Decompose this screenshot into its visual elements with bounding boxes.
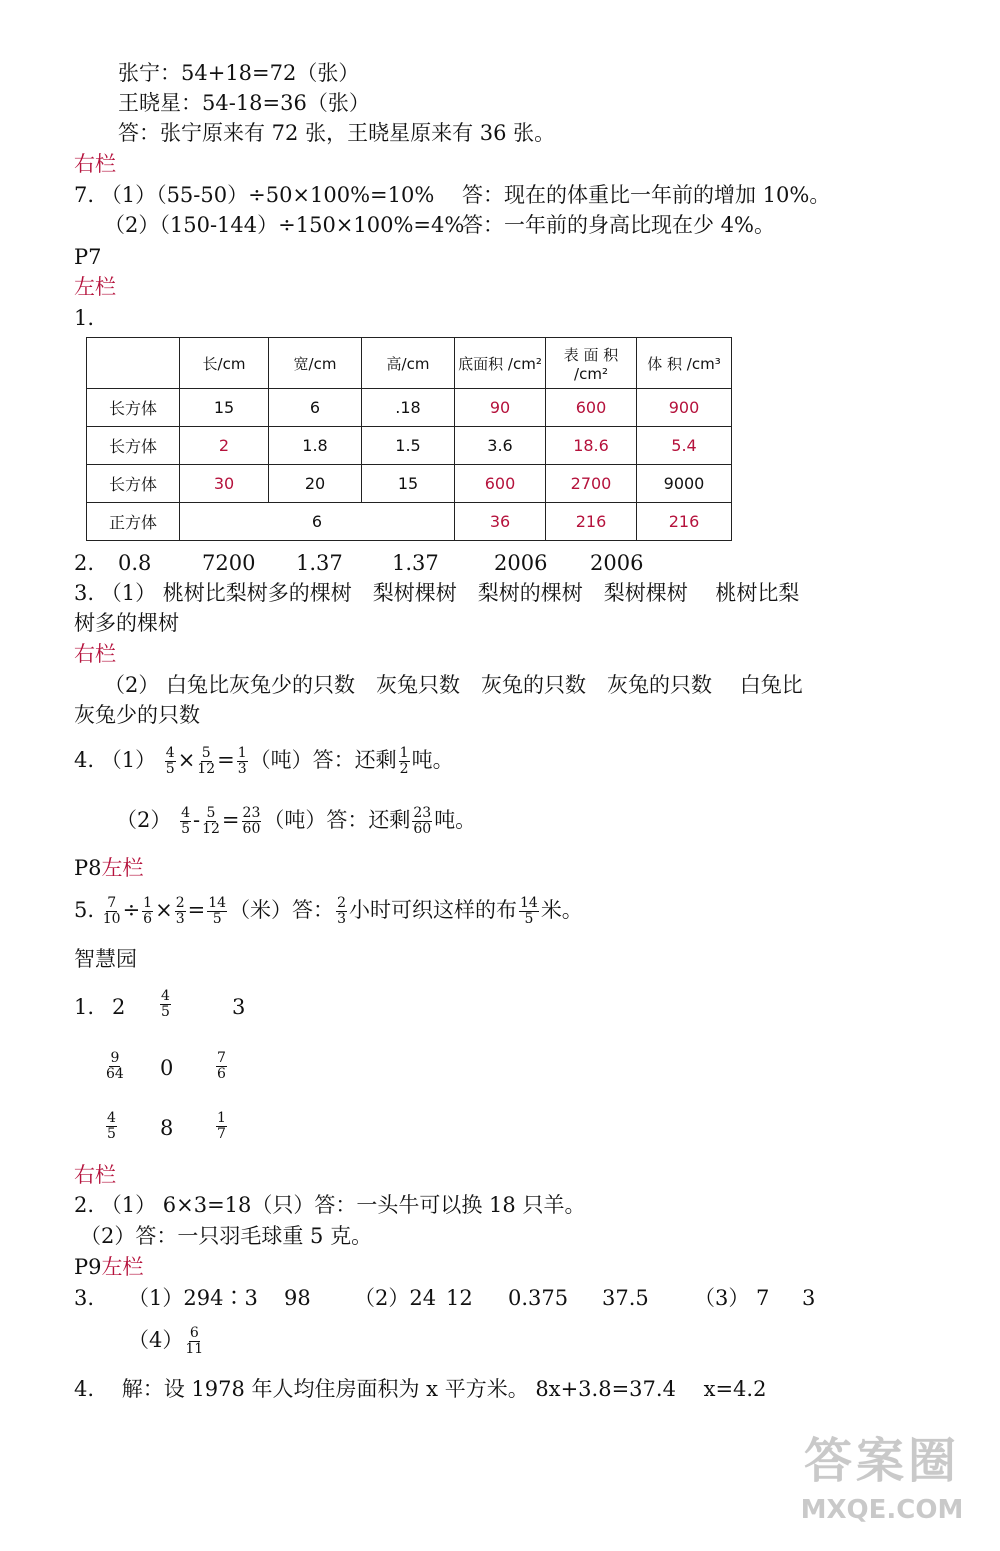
table-header-base-area: 底面积 /cm² — [455, 338, 546, 389]
q7-part1: 7. （1）（55-50）÷50×100%=10% — [74, 183, 435, 207]
shape-name: 长方体 — [87, 427, 180, 465]
wisdom-row2-a — [104, 1050, 126, 1082]
right-column-label: 右栏 — [74, 1163, 116, 1187]
right-column-label: 右栏 — [74, 152, 116, 176]
q3-part1-line2: 树多的棵树 — [74, 611, 179, 635]
wisdom-row1-c: 3 — [232, 995, 246, 1019]
fraction: $\frac{2}{3}$ — [337, 895, 346, 927]
p9-q3-2: （2）24 — [354, 1286, 437, 1310]
left-column-label: 左栏 — [74, 275, 116, 299]
q4-part1-prefix: 4. （1） — [74, 748, 157, 772]
volume-cell: 9000 — [637, 465, 732, 503]
wisdom-row2-b: 0 — [160, 1056, 174, 1080]
page-p9-label: P9左栏 — [74, 1255, 144, 1279]
fraction: $\frac{5}{12}$ — [197, 745, 216, 777]
p9-q4: 4. 解：设 1978 年人均住房面积为 x 平方米。 8x+3.8=37.4 x=4.2 — [74, 1377, 767, 1401]
fraction: $\frac{4}{5}$ — [165, 745, 175, 777]
table-row — [87, 427, 732, 465]
wang-xiaoxing-line: 王晓星：54-18=36（张） — [118, 91, 370, 115]
q1-number: 1. — [74, 306, 95, 330]
fraction: $\frac{4}{5}$ — [161, 988, 170, 1020]
table-header-width: 宽/cm — [269, 338, 362, 389]
table-row — [87, 389, 732, 427]
surface-area-cell: 18.6 — [546, 427, 637, 465]
table-header-surface-area: 表 面 积 /cm² — [546, 338, 637, 389]
table-header-length: 长/cm — [180, 338, 269, 389]
q2-answer-2: 7200 — [202, 551, 256, 575]
height-cell: .18 — [362, 389, 455, 427]
wisdom-q2-part2: （2）答：一只羽毛球重 5 克。 — [80, 1224, 373, 1248]
height-cell: 1.5 — [362, 427, 455, 465]
p9-q3-4: （4） $\frac{6}{11}$ — [128, 1325, 204, 1357]
p9-q3-3-answer-b: 3 — [802, 1286, 816, 1310]
q7-part2-answer: 答：一年前的身高比现在少 4%。 — [462, 213, 775, 237]
fraction: $\frac{7}{6}$ — [217, 1050, 226, 1082]
base-area-cell: 600 — [455, 465, 546, 503]
wisdom-row3-a — [104, 1110, 119, 1142]
fraction: $\frac{1}{7}$ — [217, 1110, 226, 1142]
shape-name: 正方体 — [87, 503, 180, 541]
length-cell: 30 — [180, 465, 269, 503]
q2-answer-1: 0.8 — [118, 551, 152, 575]
q7-part2: （2）（150-144）÷150×100%=4% — [104, 213, 465, 237]
length-cell: 2 — [180, 427, 269, 465]
shape-name: 长方体 — [87, 389, 180, 427]
base-area-cell: 3.6 — [455, 427, 546, 465]
width-cell: 6 — [269, 389, 362, 427]
wisdom-q2-part1: 2. （1） 6×3=18（只）答：一头牛可以换 18 只羊。 — [74, 1193, 586, 1217]
table-header-volume: 体 积 /cm³ — [637, 338, 732, 389]
q2-answer-4: 1.37 — [392, 551, 439, 575]
site-watermark: 答案圈 MXQE.COM — [800, 1433, 964, 1525]
wisdom-row2-c — [214, 1050, 229, 1082]
width-cell: 20 — [269, 465, 362, 503]
right-column-label: 右栏 — [74, 642, 116, 666]
q3-part2-line1: （2） 白兔比灰兔少的只数 灰兔只数 灰兔的只数 灰兔的只数 白兔比 — [104, 673, 803, 697]
wisdom-row1-b — [158, 988, 173, 1020]
q5-line: 5. $\frac{7}{10}$ ÷ $\frac{1}{6}$ × $\frac{2}{3}$ = $\frac{14}{5}$ （米）答： $\frac{2}{3}$ 小时可织这样的布 $\frac{14}{5}$ 米。 — [74, 895, 583, 927]
volume-cell: 5.4 — [637, 427, 732, 465]
fraction: $\frac{2}{3}$ — [175, 895, 185, 927]
q4-part2-prefix: （2） — [116, 808, 172, 832]
page-p8-label: P8左栏 — [74, 856, 144, 880]
q2-answer-6: 2006 — [590, 551, 644, 575]
fraction: $\frac{14}{5}$ — [519, 895, 538, 927]
width-cell: 1.8 — [269, 427, 362, 465]
q3-part1-line1: 3. （1） 桃树比梨树多的棵树 梨树棵树 梨树的棵树 梨树棵树 桃树比梨 — [74, 581, 800, 605]
q4-part2: （2） $\frac{4}{5}$ - $\frac{5}{12}$ = $\frac{23}{60}$ （吨）答：还剩 $\frac{23}{60}$ 吨。 — [116, 805, 477, 837]
q2-number: 2. — [74, 551, 95, 575]
q4-part1: 4. （1） $\frac{4}{5}$ × $\frac{5}{12}$ = $\frac{1}{3}$ （吨）答：还剩 $\frac{1}{2}$ 吨。 — [74, 745, 454, 777]
fraction: $\frac{23}{60}$ — [413, 805, 432, 837]
answer-line: 答：张宁原来有 72 张，王晓星原来有 36 张。 — [118, 121, 556, 145]
fraction: $\frac{23}{60}$ — [242, 805, 261, 837]
base-area-cell: 36 — [455, 503, 546, 541]
p9-q3-3: （3） — [694, 1286, 750, 1310]
edge-length-cell: 6 — [180, 503, 455, 541]
p9-q3-2-answer-b: 0.375 — [508, 1286, 569, 1310]
q7-part1-answer: 答：现在的体重比一年前的增加 10%。 — [462, 183, 831, 207]
page-p7-label: P7 — [74, 245, 102, 269]
fraction: $\frac{7}{10}$ — [102, 895, 121, 927]
volume-cell: 216 — [637, 503, 732, 541]
p9-q3-1: （1）294∶3 — [128, 1286, 258, 1310]
table-header-row — [87, 338, 732, 389]
p9-q3-2-answer-c: 37.5 — [602, 1286, 649, 1310]
fraction: $\frac{1}{3}$ — [237, 745, 247, 777]
base-area-cell: 90 — [455, 389, 546, 427]
wisdom-row3-c — [214, 1110, 229, 1142]
surface-area-cell: 216 — [546, 503, 637, 541]
wisdom-row1-label: 1. — [74, 995, 95, 1019]
table-row — [87, 503, 732, 541]
fraction: $\frac{9}{64}$ — [106, 1050, 124, 1082]
length-cell: 15 — [180, 389, 269, 427]
surface-area-cell: 2700 — [546, 465, 637, 503]
fraction: $\frac{6}{11}$ — [185, 1325, 204, 1357]
fraction: $\frac{4}{5}$ — [181, 805, 190, 837]
q2-answer-5: 2006 — [494, 551, 548, 575]
p9-q3-number: 3. — [74, 1286, 95, 1310]
height-cell: 15 — [362, 465, 455, 503]
wisdom-row3-b: 8 — [160, 1116, 174, 1140]
wisdom-row1-a: 2 — [112, 995, 126, 1019]
p9-q3-2-answer-a: 12 — [446, 1286, 473, 1310]
volume-cell: 900 — [637, 389, 732, 427]
fraction: $\frac{1}{6}$ — [143, 895, 153, 927]
fraction: $\frac{1}{2}$ — [399, 745, 409, 777]
table-row — [87, 465, 732, 503]
fraction: $\frac{5}{12}$ — [202, 805, 220, 837]
q3-part2-line2: 灰兔少的只数 — [74, 703, 200, 727]
zhang-ning-line: 张宁：54+18=72（张） — [118, 61, 360, 85]
fraction: $\frac{14}{5}$ — [208, 895, 227, 927]
fraction: $\frac{4}{5}$ — [107, 1110, 116, 1142]
p9-q3-3-answer-a: 7 — [756, 1286, 770, 1310]
shape-name: 长方体 — [87, 465, 180, 503]
surface-area-cell: 600 — [546, 389, 637, 427]
p9-q3-1-answer: 98 — [284, 1286, 311, 1310]
q2-answer-3: 1.37 — [296, 551, 343, 575]
table-header-height: 高/cm — [362, 338, 455, 389]
dimensions-table — [86, 337, 732, 541]
table-header-blank — [87, 338, 180, 389]
wisdom-garden-title: 智慧园 — [74, 947, 137, 971]
